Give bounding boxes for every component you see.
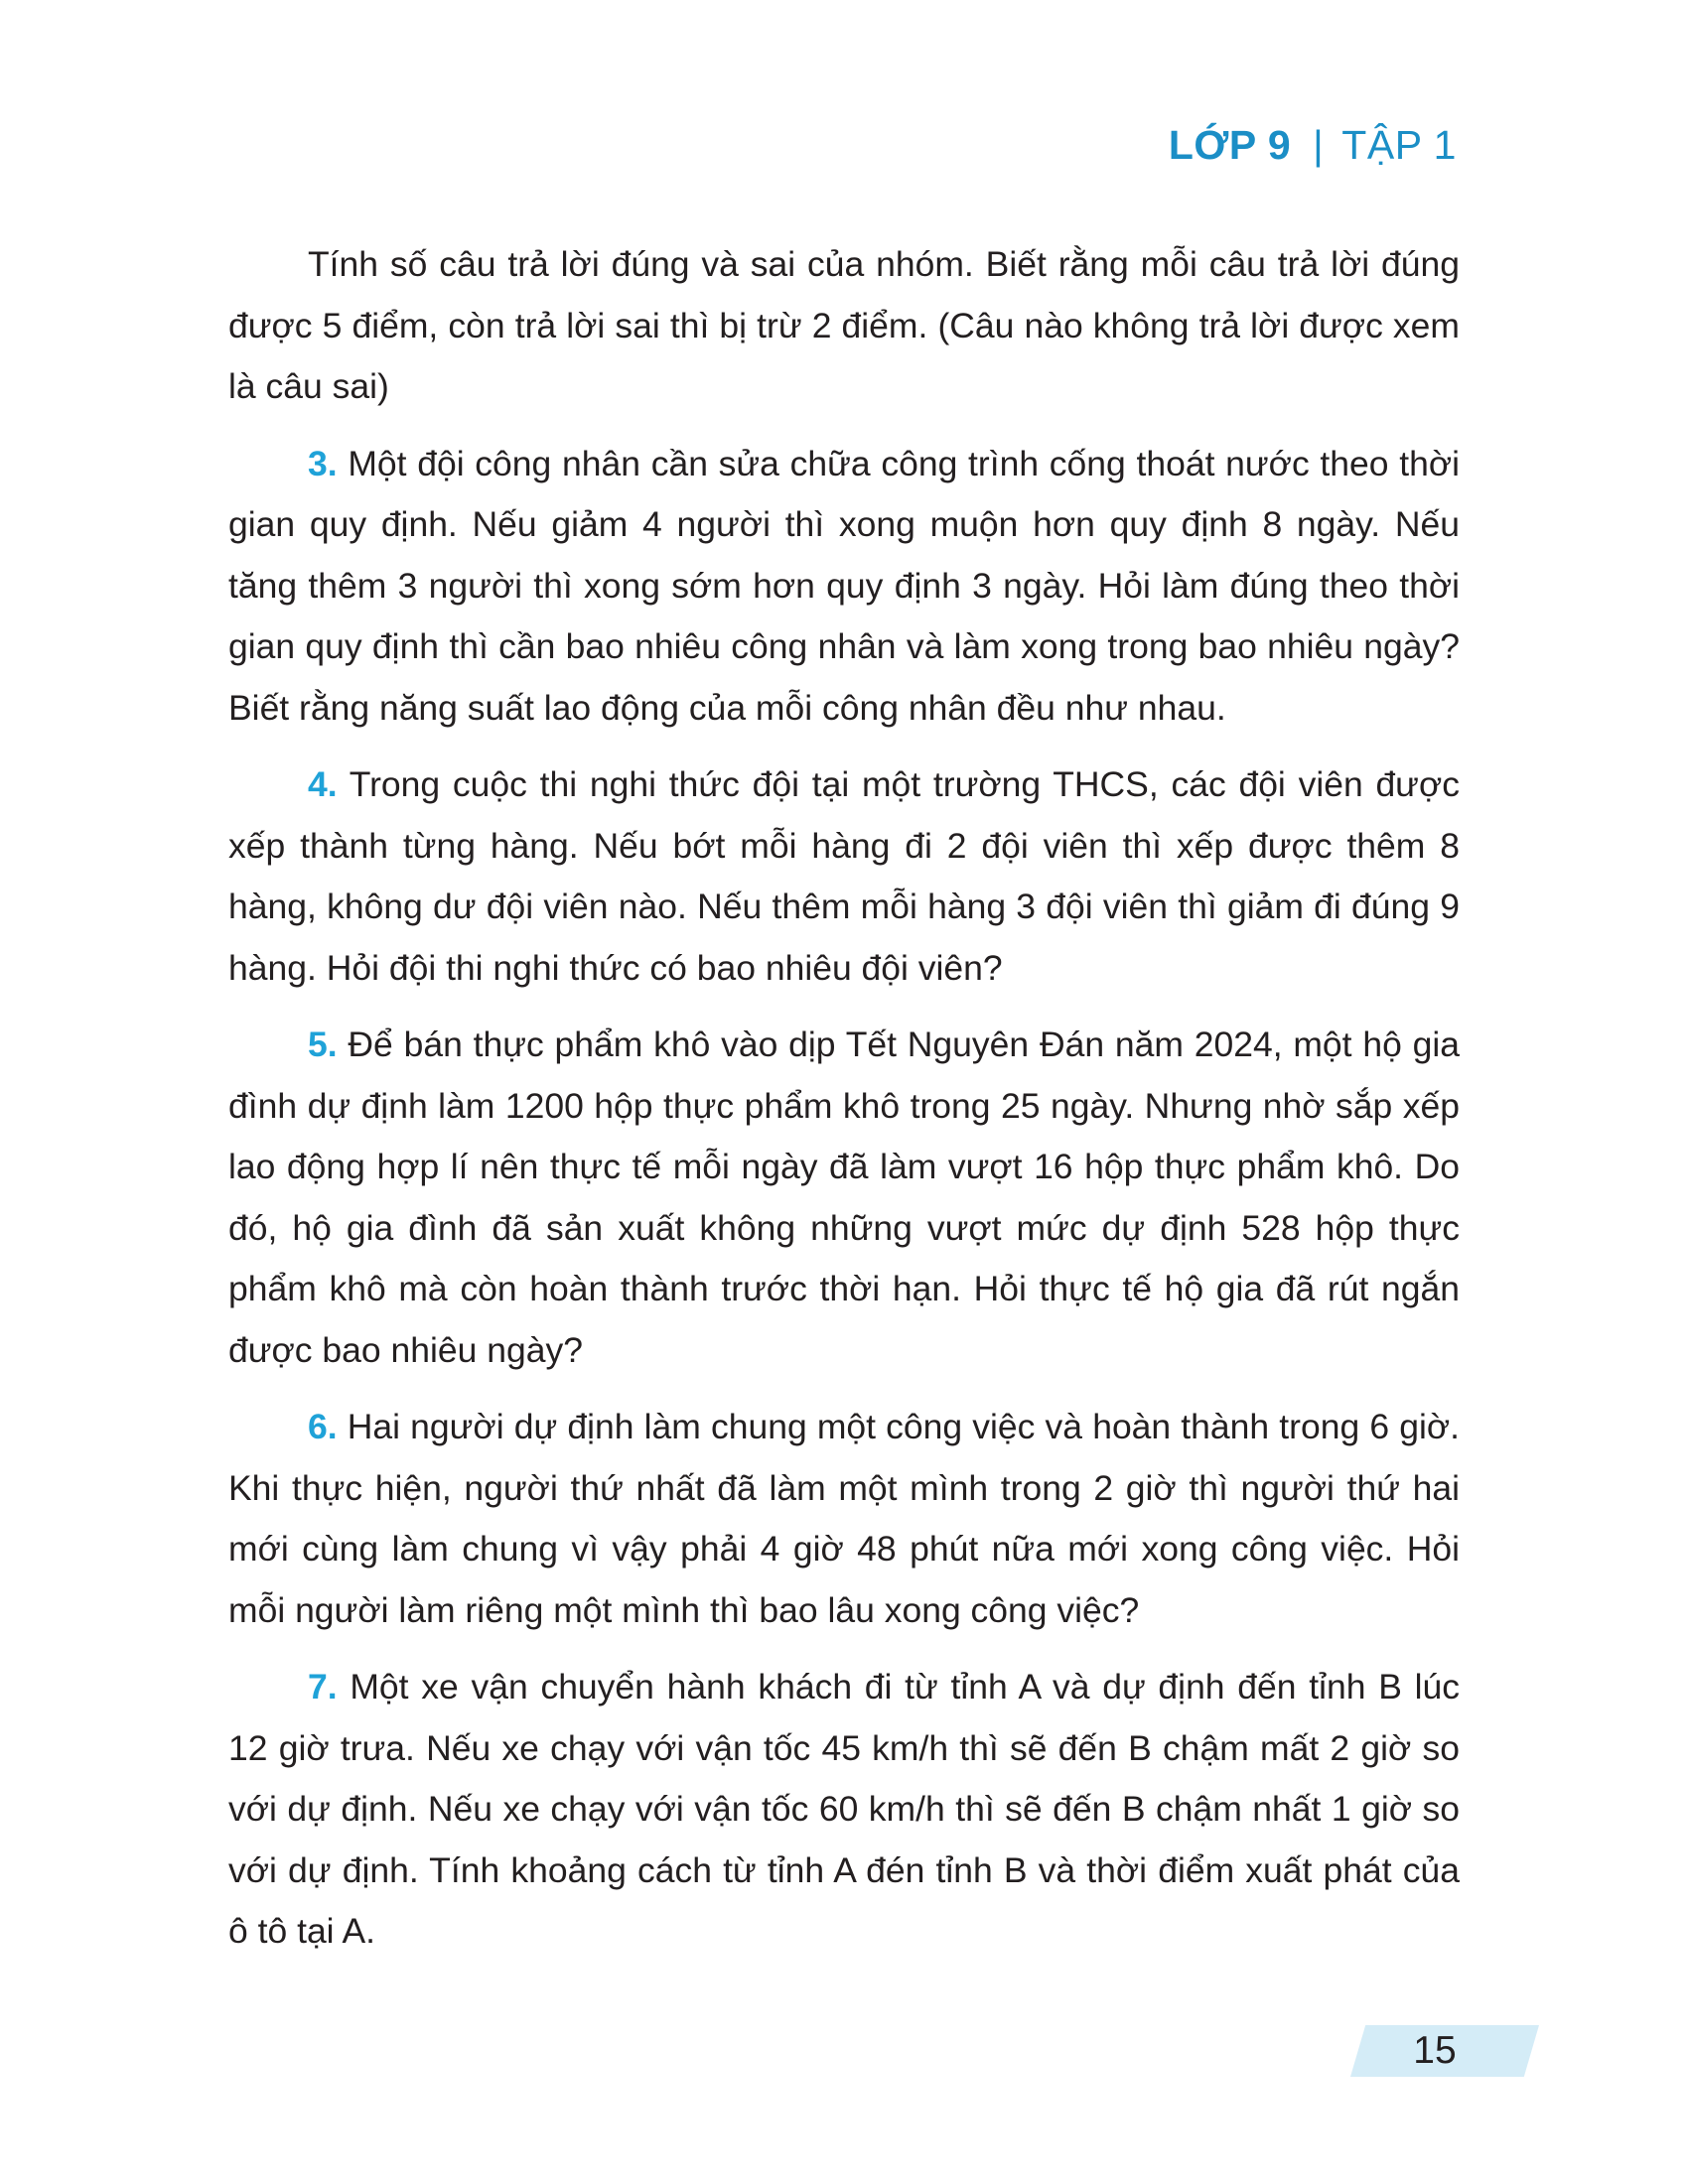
exercise-4 bbox=[228, 754, 1460, 999]
exercise-7 bbox=[228, 1657, 1460, 1963]
exercise-number: 4. bbox=[308, 764, 338, 804]
grade-label: LỚP 9 bbox=[1168, 122, 1292, 168]
exercise-5 bbox=[228, 1015, 1460, 1381]
page-header bbox=[1169, 117, 1457, 173]
paragraph-text: Hai người dự định làm chung một công việc và hoàn thành trong 6 giờ. Khi thực hiện, người thứ nhất đã làm một mình trong 2 giờ thì người thứ hai mới cùng làm chung vì vậy phải 4 giờ 48 phút nữa mới xong công việc. Hỏi mỗi người làm riêng một mình thì bao lâu xong công việc? bbox=[228, 1407, 1461, 1630]
exercise-3 bbox=[228, 434, 1460, 740]
volume-label: TẬP 1 bbox=[1341, 122, 1457, 168]
paragraph-text: Một đội công nhân cần sửa chữa công trình cống thoát nước theo thời gian quy định. Nếu giảm 4 người thì xong muộn hơn quy định 8 ngày. Nếu tăng thêm 3 người thì xong sớm hơn quy định 3 ngày. Hỏi làm đúng theo thời gian quy định thì cần bao nhiêu công nhân và làm xong trong bao nhiêu ngày? Biết rằng năng suất lao động của mỗi công nhân đều như nhau. bbox=[228, 443, 1460, 728]
exercise-number: 6. bbox=[308, 1407, 338, 1446]
exercise-number: 5. bbox=[308, 1024, 338, 1064]
paragraph-text: Một xe vận chuyển hành khách đi từ tỉnh A và dự định đến tỉnh B lúc 12 giờ trưa. Nếu xe chạy với vận tốc 45 km/h thì sẽ đến B chậm mất 2 giờ so với dự định. Nếu xe chạy với vận tốc 60 km/h thì sẽ đến B chậm nhất 1 giờ so với dự định. Tính khoảng cách từ tỉnh A đén tỉnh B và thời điểm xuất phát của ô tô tại A. bbox=[228, 1667, 1460, 1951]
exercise-number: 3. bbox=[308, 443, 338, 483]
exercise-list bbox=[228, 234, 1460, 1979]
paragraph-text: Để bán thực phẩm khô vào dịp Tết Nguyên Đán năm 2024, một hộ gia đình dự định làm 1200 hộp thực phẩm khô trong 25 ngày. Nhưng nhờ sắp xếp lao động hợp lí nên thực tế mỗi ngày đã làm vượt 16 hộp thực phẩm khô. Do đó, hộ gia đình đã sản xuất không những vượt mức dự định 528 hộp thực phẩm khô mà còn hoàn thành trước thời hạn. Hỏi thực tế hộ gia đã rút ngắn được bao nhiêu ngày? bbox=[228, 1024, 1460, 1370]
exercise-number: 7. bbox=[308, 1667, 338, 1706]
exercise-6 bbox=[228, 1397, 1460, 1641]
page-number: 15 bbox=[1413, 2029, 1457, 2072]
paragraph-text: Tính số câu trả lời đúng và sai của nhóm. Biết rằng mỗi câu trả lời đúng được 5 điểm, còn trả lời sai thì bị trừ 2 điểm. (Câu nào không trả lời được xem là câu sai) bbox=[228, 244, 1460, 406]
exercise-2-continuation bbox=[228, 234, 1460, 418]
paragraph-text: Trong cuộc thi nghi thức đội tại một trường THCS, các đội viên được xếp thành từng hàng. Nếu bớt mỗi hàng đi 2 đội viên thì xếp được thêm 8 hàng, không dư đội viên nào. Nếu thêm mỗi hàng 3 đội viên thì giảm đi đúng 9 hàng. Hỏi đội thi nghi thức có bao nhiêu đội viên? bbox=[228, 764, 1460, 988]
header-separator: | bbox=[1313, 122, 1325, 168]
